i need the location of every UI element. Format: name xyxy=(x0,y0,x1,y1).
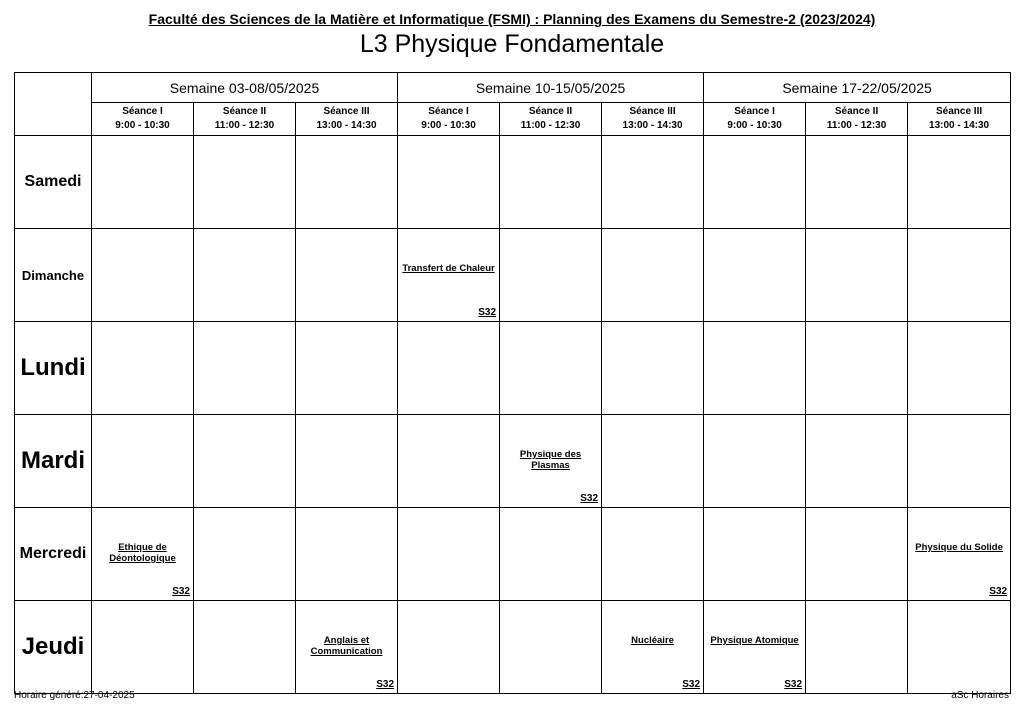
session-name: Séance II xyxy=(834,106,879,117)
week-header-row xyxy=(15,73,1011,103)
schedule-cell xyxy=(500,322,602,415)
session-name: Séance III xyxy=(936,106,983,117)
schedule-cell xyxy=(908,322,1011,415)
page-title: Faculté des Sciences de la Matière et Informatique (FSMI) : Planning des Examens du Semestre-2 (2023/2024) xyxy=(148,11,876,27)
schedule-cell xyxy=(908,415,1011,508)
exam-subject: Nucléaire xyxy=(631,635,674,646)
generated-date: Horaire généré:27-04-2025 xyxy=(14,690,135,701)
class-name: L3 Physique Fondamentale xyxy=(359,30,665,58)
exam-cell xyxy=(908,508,1011,601)
session-header xyxy=(500,103,602,136)
schedule-cell xyxy=(194,322,296,415)
schedule-cell xyxy=(806,229,908,322)
session-header xyxy=(194,103,296,136)
schedule-cell xyxy=(398,508,500,601)
schedule-cell xyxy=(296,322,398,415)
exam-room: S32 xyxy=(784,679,803,690)
session-name: Séance II xyxy=(528,106,573,117)
schedule-cell xyxy=(602,322,704,415)
day-row xyxy=(15,508,1011,601)
schedule-cell xyxy=(194,415,296,508)
exam-subject: Physique des Plasmas xyxy=(519,449,582,471)
exam-subject: Ethique de Déontologique xyxy=(109,542,176,564)
schedule-cell xyxy=(704,415,806,508)
schedule-cell xyxy=(806,136,908,229)
schedule-cell xyxy=(398,415,500,508)
schedule-cell xyxy=(704,229,806,322)
session-header xyxy=(806,103,908,136)
session-name: Séance III xyxy=(629,106,676,117)
exam-room: S32 xyxy=(172,586,190,597)
session-time: 13:00 - 14:30 xyxy=(316,120,377,131)
exam-cell xyxy=(92,508,194,601)
exam-cell xyxy=(398,229,500,322)
exam-room: S32 xyxy=(989,586,1008,597)
exam-room: S32 xyxy=(580,493,599,504)
schedule-cell xyxy=(806,415,908,508)
exam-cell xyxy=(704,601,806,694)
session-header xyxy=(296,103,398,136)
week-header: Semaine 03-08/05/2025 xyxy=(92,73,398,103)
schedule-cell xyxy=(500,229,602,322)
session-header-row xyxy=(15,103,1011,136)
session-name: Séance III xyxy=(323,106,370,117)
schedule-cell xyxy=(704,508,806,601)
schedule-cell xyxy=(92,601,194,694)
week-header: Semaine 17-22/05/2025 xyxy=(704,73,1011,103)
schedule-cell xyxy=(500,508,602,601)
session-header xyxy=(398,103,500,136)
exam-cell xyxy=(602,601,704,694)
schedule-cell xyxy=(704,322,806,415)
session-header xyxy=(704,103,806,136)
exam-schedule-table xyxy=(14,72,1011,694)
session-header xyxy=(92,103,194,136)
day-label: Samedi xyxy=(15,136,92,229)
schedule-cell xyxy=(908,229,1011,322)
schedule-cell xyxy=(806,508,908,601)
day-label: Dimanche xyxy=(15,229,92,322)
day-row xyxy=(15,415,1011,508)
schedule-cell xyxy=(296,415,398,508)
corner-cell xyxy=(15,73,92,136)
session-name: Séance I xyxy=(734,106,775,117)
session-name: Séance II xyxy=(222,106,267,117)
schedule-cell xyxy=(602,136,704,229)
exam-cell xyxy=(500,415,602,508)
schedule-cell xyxy=(500,136,602,229)
session-time: 11:00 - 12:30 xyxy=(520,120,581,131)
schedule-cell xyxy=(92,322,194,415)
schedule-cell xyxy=(704,136,806,229)
schedule-cell xyxy=(194,601,296,694)
schedule-cell xyxy=(500,601,602,694)
session-time: 9:00 - 10:30 xyxy=(115,120,170,131)
exam-subject: Transfert de Chaleur xyxy=(402,263,495,274)
day-row xyxy=(15,322,1011,415)
day-row xyxy=(15,229,1011,322)
week-header: Semaine 10-15/05/2025 xyxy=(398,73,704,103)
schedule-cell xyxy=(296,229,398,322)
day-label: Mardi xyxy=(15,415,92,508)
schedule-cell xyxy=(92,415,194,508)
day-label: Jeudi xyxy=(15,601,92,694)
session-time: 13:00 - 14:30 xyxy=(622,120,683,131)
schedule-cell xyxy=(398,136,500,229)
exam-subject: Anglais et Communication xyxy=(310,635,383,657)
schedule-cell xyxy=(398,322,500,415)
schedule-cell xyxy=(92,229,194,322)
schedule-cell xyxy=(194,508,296,601)
schedule-cell xyxy=(398,601,500,694)
schedule-cell xyxy=(602,415,704,508)
schedule-cell xyxy=(296,508,398,601)
schedule-cell xyxy=(806,322,908,415)
day-row xyxy=(15,136,1011,229)
schedule-cell xyxy=(296,136,398,229)
session-header xyxy=(908,103,1011,136)
schedule-cell xyxy=(602,508,704,601)
schedule-cell xyxy=(602,229,704,322)
exam-room: S32 xyxy=(376,679,395,690)
session-time: 9:00 - 10:30 xyxy=(727,120,782,131)
session-time: 13:00 - 14:30 xyxy=(929,120,990,131)
schedule-cell xyxy=(92,136,194,229)
exam-cell xyxy=(296,601,398,694)
exam-subject: Physique Atomique xyxy=(710,635,799,646)
schedule-cell xyxy=(908,601,1011,694)
session-name: Séance I xyxy=(428,106,469,117)
schedule-cell xyxy=(194,229,296,322)
exam-room: S32 xyxy=(478,307,497,318)
schedule-cell xyxy=(908,136,1011,229)
day-label: Lundi xyxy=(15,322,92,415)
session-time: 11:00 - 12:30 xyxy=(826,120,887,131)
exam-room: S32 xyxy=(682,679,701,690)
exam-subject: Physique du Solide xyxy=(915,542,1003,553)
session-time: 9:00 - 10:30 xyxy=(421,120,476,131)
session-header xyxy=(602,103,704,136)
day-label: Mercredi xyxy=(15,508,92,601)
schedule-cell xyxy=(806,601,908,694)
software-credit: aSc Horaires xyxy=(951,690,1009,701)
schedule-cell xyxy=(194,136,296,229)
session-time: 11:00 - 12:30 xyxy=(214,120,275,131)
schedule-body xyxy=(15,136,1011,694)
day-row xyxy=(15,601,1011,694)
session-name: Séance I xyxy=(122,106,163,117)
